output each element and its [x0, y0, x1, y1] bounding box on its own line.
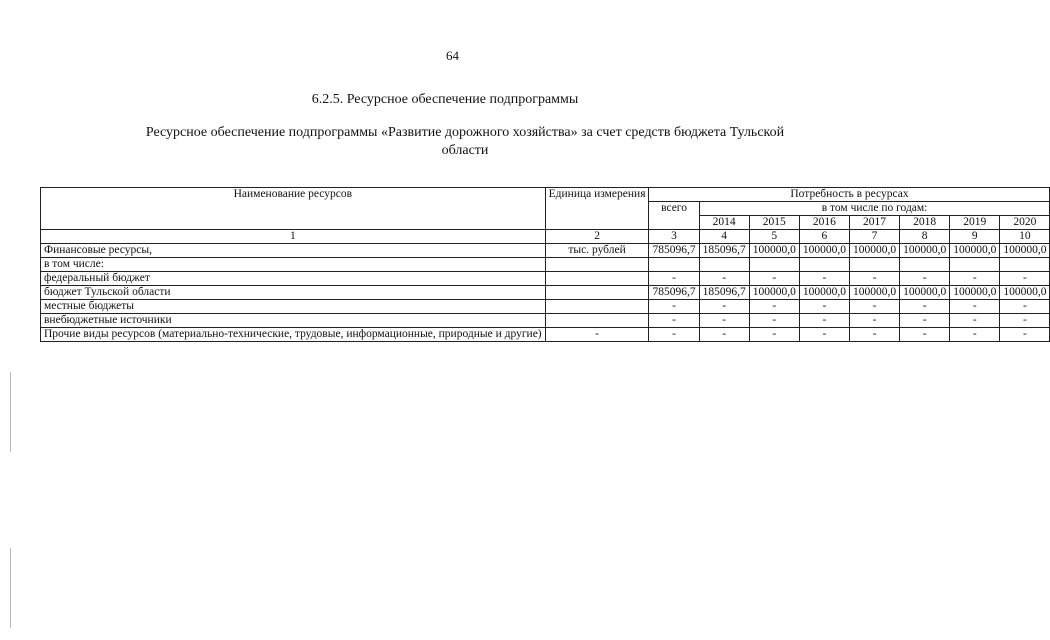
- row-year-value: [799, 258, 849, 272]
- row-year-value: 100000,0: [1000, 244, 1050, 258]
- row-year-value: -: [1000, 314, 1050, 328]
- row-year-value: -: [799, 314, 849, 328]
- row-year-value: -: [749, 300, 799, 314]
- row-year-value: [1000, 258, 1050, 272]
- header-total: всего: [649, 202, 699, 230]
- row-year-value: [849, 258, 899, 272]
- row-year-value: 100000,0: [900, 286, 950, 300]
- row-total: 785096,7: [649, 286, 699, 300]
- row-year-value: 100000,0: [849, 244, 899, 258]
- row-year-value: -: [849, 300, 899, 314]
- row-name: бюджет Тульской области: [41, 286, 546, 300]
- row-year-value: -: [950, 272, 1000, 286]
- header-year: 2018: [900, 216, 950, 230]
- scan-margin-mark: [10, 548, 11, 628]
- row-year-value: -: [699, 272, 749, 286]
- table-row: [41, 314, 1050, 328]
- row-name: внебюджетные источники: [41, 314, 546, 328]
- column-number: 7: [849, 230, 899, 244]
- table-row: [41, 286, 1050, 300]
- row-year-value: 100000,0: [950, 286, 1000, 300]
- row-year-value: [699, 258, 749, 272]
- document-title: Ресурсное обеспечение подпрограммы «Развитие дорожного хозяйства» за счет средств бюджета Тульской области: [145, 125, 785, 158]
- row-year-value: -: [699, 300, 749, 314]
- header-unit: Единица измерения: [545, 188, 649, 230]
- row-year-value: -: [799, 272, 849, 286]
- column-number: 6: [799, 230, 849, 244]
- row-year-value: -: [900, 328, 950, 342]
- row-year-value: -: [699, 328, 749, 342]
- row-total: [649, 258, 699, 272]
- row-year-value: -: [849, 314, 899, 328]
- row-year-value: [900, 258, 950, 272]
- row-name: Финансовые ресурсы,: [41, 244, 546, 258]
- row-unit: -: [545, 328, 649, 342]
- row-name: местные бюджеты: [41, 300, 546, 314]
- row-unit: [545, 258, 649, 272]
- row-year-value: -: [1000, 272, 1050, 286]
- header-row-1: [41, 188, 1050, 202]
- table-row: [41, 272, 1050, 286]
- row-unit: тыс. рублей: [545, 244, 649, 258]
- row-unit: [545, 300, 649, 314]
- row-year-value: 100000,0: [900, 244, 950, 258]
- row-year-value: 185096,7: [699, 244, 749, 258]
- header-name: Наименование ресурсов: [41, 188, 546, 230]
- column-number: 2: [545, 230, 649, 244]
- row-year-value: -: [900, 314, 950, 328]
- row-year-value: -: [749, 272, 799, 286]
- row-year-value: -: [950, 314, 1000, 328]
- row-unit: [545, 286, 649, 300]
- row-total: 785096,7: [649, 244, 699, 258]
- row-year-value: 185096,7: [699, 286, 749, 300]
- row-year-value: 100000,0: [749, 286, 799, 300]
- header-by-years: в том числе по годам:: [699, 202, 1050, 216]
- row-year-value: -: [950, 300, 1000, 314]
- column-number: 1: [41, 230, 546, 244]
- row-year-value: 100000,0: [799, 286, 849, 300]
- row-year-value: 100000,0: [950, 244, 1000, 258]
- row-year-value: [950, 258, 1000, 272]
- row-unit: [545, 272, 649, 286]
- row-year-value: -: [699, 314, 749, 328]
- table-row: [41, 258, 1050, 272]
- row-year-value: -: [749, 314, 799, 328]
- row-year-value: -: [900, 272, 950, 286]
- row-name: Прочие виды ресурсов (материально-технические, трудовые, информационные, природные и другие): [41, 328, 546, 342]
- header-year: 2017: [849, 216, 899, 230]
- section-title: 6.2.5. Ресурсное обеспечение подпрограммы: [311, 92, 579, 107]
- table-row: [41, 244, 1050, 258]
- header-year: 2014: [699, 216, 749, 230]
- row-year-value: -: [900, 300, 950, 314]
- row-name: федеральный бюджет: [41, 272, 546, 286]
- column-number: 3: [649, 230, 699, 244]
- header-year: 2015: [749, 216, 799, 230]
- header-year: 2019: [950, 216, 1000, 230]
- row-year-value: 100000,0: [849, 286, 899, 300]
- column-number: 9: [950, 230, 1000, 244]
- row-total: -: [649, 300, 699, 314]
- header-year: 2016: [799, 216, 849, 230]
- row-name: в том числе:: [41, 258, 546, 272]
- header-need: Потребность в ресурсах: [649, 188, 1050, 202]
- scan-margin-mark: [10, 372, 11, 452]
- column-numbers-row: [41, 230, 1050, 244]
- row-year-value: [749, 258, 799, 272]
- row-year-value: 100000,0: [1000, 286, 1050, 300]
- column-number: 5: [749, 230, 799, 244]
- row-year-value: -: [1000, 328, 1050, 342]
- row-total: -: [649, 314, 699, 328]
- row-year-value: -: [950, 328, 1000, 342]
- row-year-value: 100000,0: [749, 244, 799, 258]
- row-year-value: -: [799, 300, 849, 314]
- row-year-value: -: [1000, 300, 1050, 314]
- row-year-value: 100000,0: [799, 244, 849, 258]
- page-number: 64: [446, 48, 459, 63]
- resources-table: [40, 187, 1050, 342]
- column-number: 8: [900, 230, 950, 244]
- row-total: -: [649, 328, 699, 342]
- row-year-value: -: [849, 328, 899, 342]
- row-unit: [545, 314, 649, 328]
- table-row: [41, 328, 1050, 342]
- row-year-value: -: [749, 328, 799, 342]
- header-year: 2020: [1000, 216, 1050, 230]
- row-year-value: -: [799, 328, 849, 342]
- column-number: 10: [1000, 230, 1050, 244]
- table-row: [41, 300, 1050, 314]
- row-total: -: [649, 272, 699, 286]
- column-number: 4: [699, 230, 749, 244]
- row-year-value: -: [849, 272, 899, 286]
